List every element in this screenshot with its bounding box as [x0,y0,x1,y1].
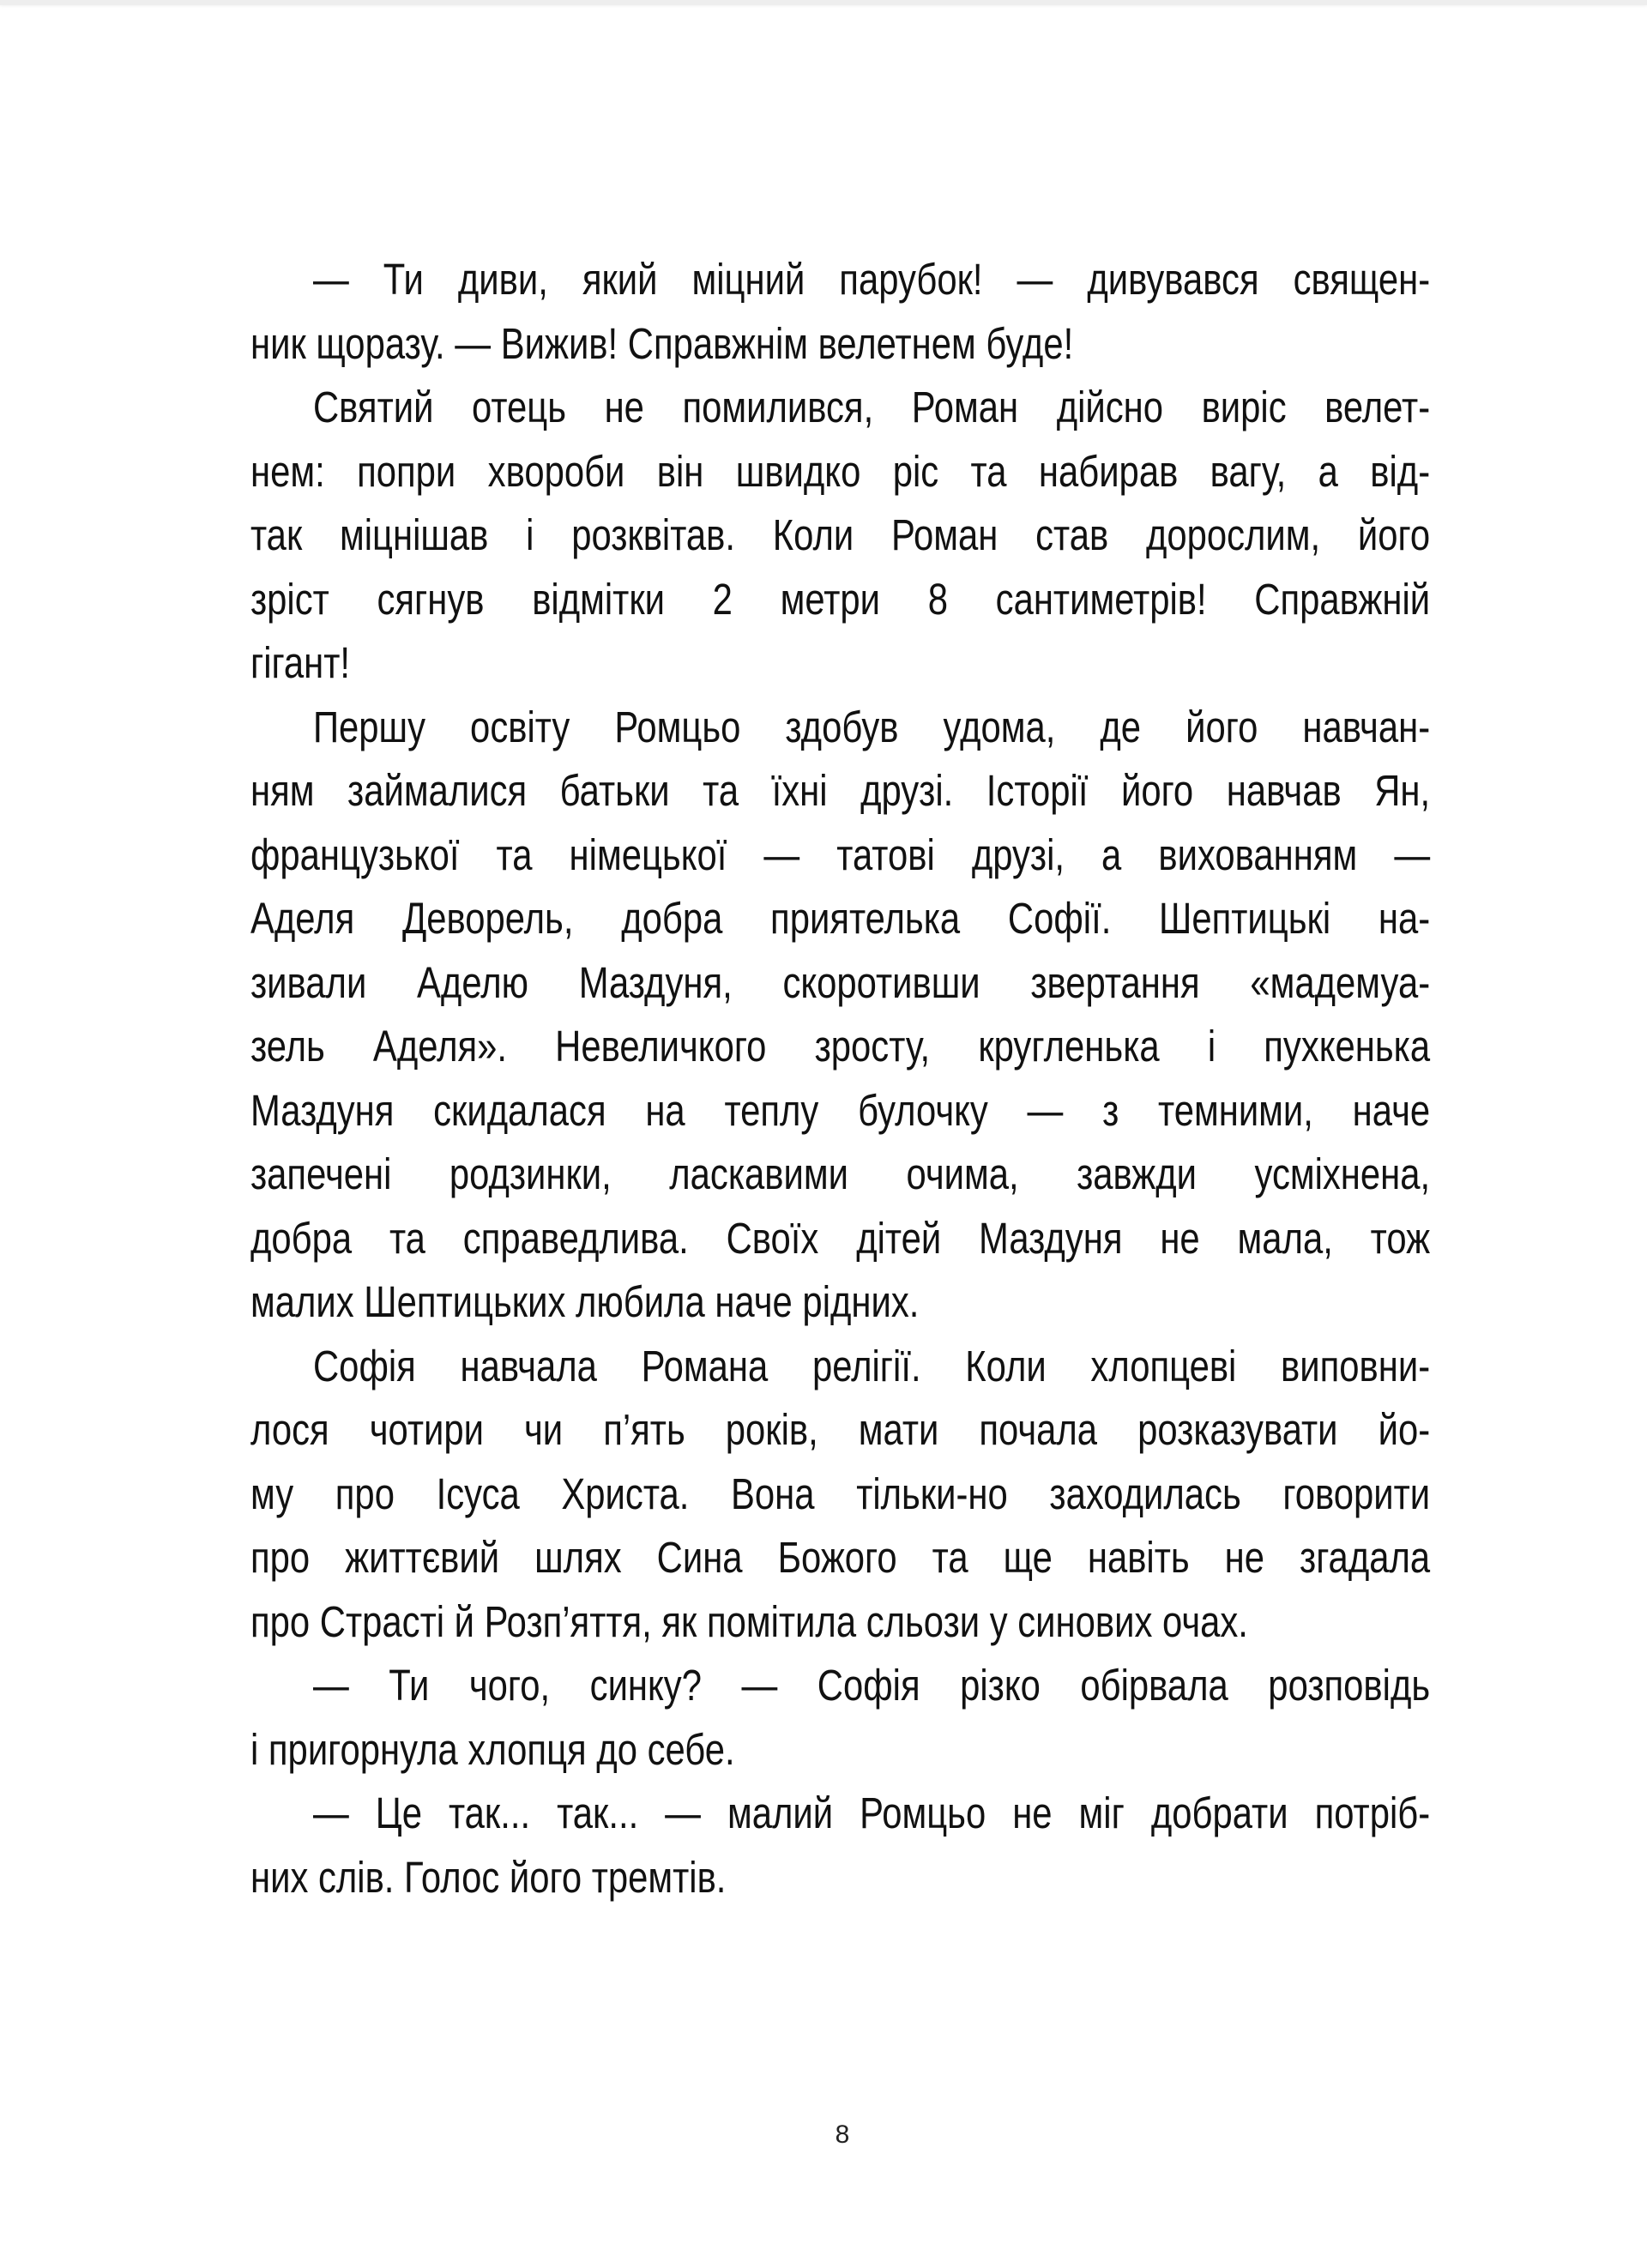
paragraph-first-line: Софія навчала Романа релігії. Коли хлопцеві виповни- [312,1341,1431,1390]
paragraph-first-line: — Це так... так... — малий Ромцьо не міг добрати потріб- [312,1788,1431,1837]
text-line: Маздуня скидалася на теплу булочку — з темними, наче [250,1085,1431,1135]
paragraph-first-line: — Ти диви, який міцний парубок! — дивувався священ- [312,255,1431,304]
text-line: зель Аделя». Невеличкого зросту, кругленька і пухкенька [250,1022,1431,1071]
text-line: нем: попри хвороби він швидко ріс та набирав вагу, а від- [250,446,1431,496]
text-line: Аделя Деворель, добра приятелька Софії. Шептицькі на- [250,894,1431,943]
page-number: 8 [835,2120,850,2149]
text-line: зріст сягнув відмітки 2 метри 8 сантиметрів! Справжній [250,574,1431,624]
text-line: про життєвий шлях Сина Божого та ще навіть не згадала [250,1533,1431,1582]
text-line: му про Ісуса Христа. Вона тільки-но заходилась говорити [250,1469,1431,1518]
paragraph-first-line: Святий отець не помилився, Роман дійсно виріс велет- [312,383,1431,431]
text-line: них слів. Голос його тремтів. [250,1852,727,1902]
text-line: французької та німецької — татові друзі, а вихованням — [250,829,1431,879]
text-line: ням займалися батьки та їхні друзі. Історії його навчав Ян, [250,766,1431,815]
text-line: запечені родзинки, ласкавими очима, завжди усміхнена, [250,1149,1431,1198]
text-line: лося чотири чи п’ять років, мати почала розказувати йо- [250,1405,1431,1454]
text-line: добра та справедлива. Своїх дітей Маздуня не мала, тож [250,1213,1431,1263]
paragraph-first-line: — Ти чого, синку? — Софія різко обірвала розповідь [312,1661,1431,1710]
text-line: зивали Аделю Маздуня, скоротивши звертання «мадемуа- [250,957,1431,1007]
text-line: малих Шептицьких любила наче рідних. [250,1277,920,1326]
page-body-text [250,0,1430,2268]
text-line: ник щоразу. — Вижив! Справжнім велетнем буде! [250,318,1074,368]
text-line: гігант! [250,638,351,687]
text-line: і пригорнула хлопця до себе. [250,1724,735,1774]
paragraph-first-line: Першу освіту Ромцьо здобув удома, де його навчан- [312,702,1431,751]
text-line: про Страсті й Розп’яття, як помітила сльози у синових очах. [250,1596,1248,1646]
text-line: так міцнішав і розквітав. Коли Роман став дорослим, його [250,510,1431,559]
